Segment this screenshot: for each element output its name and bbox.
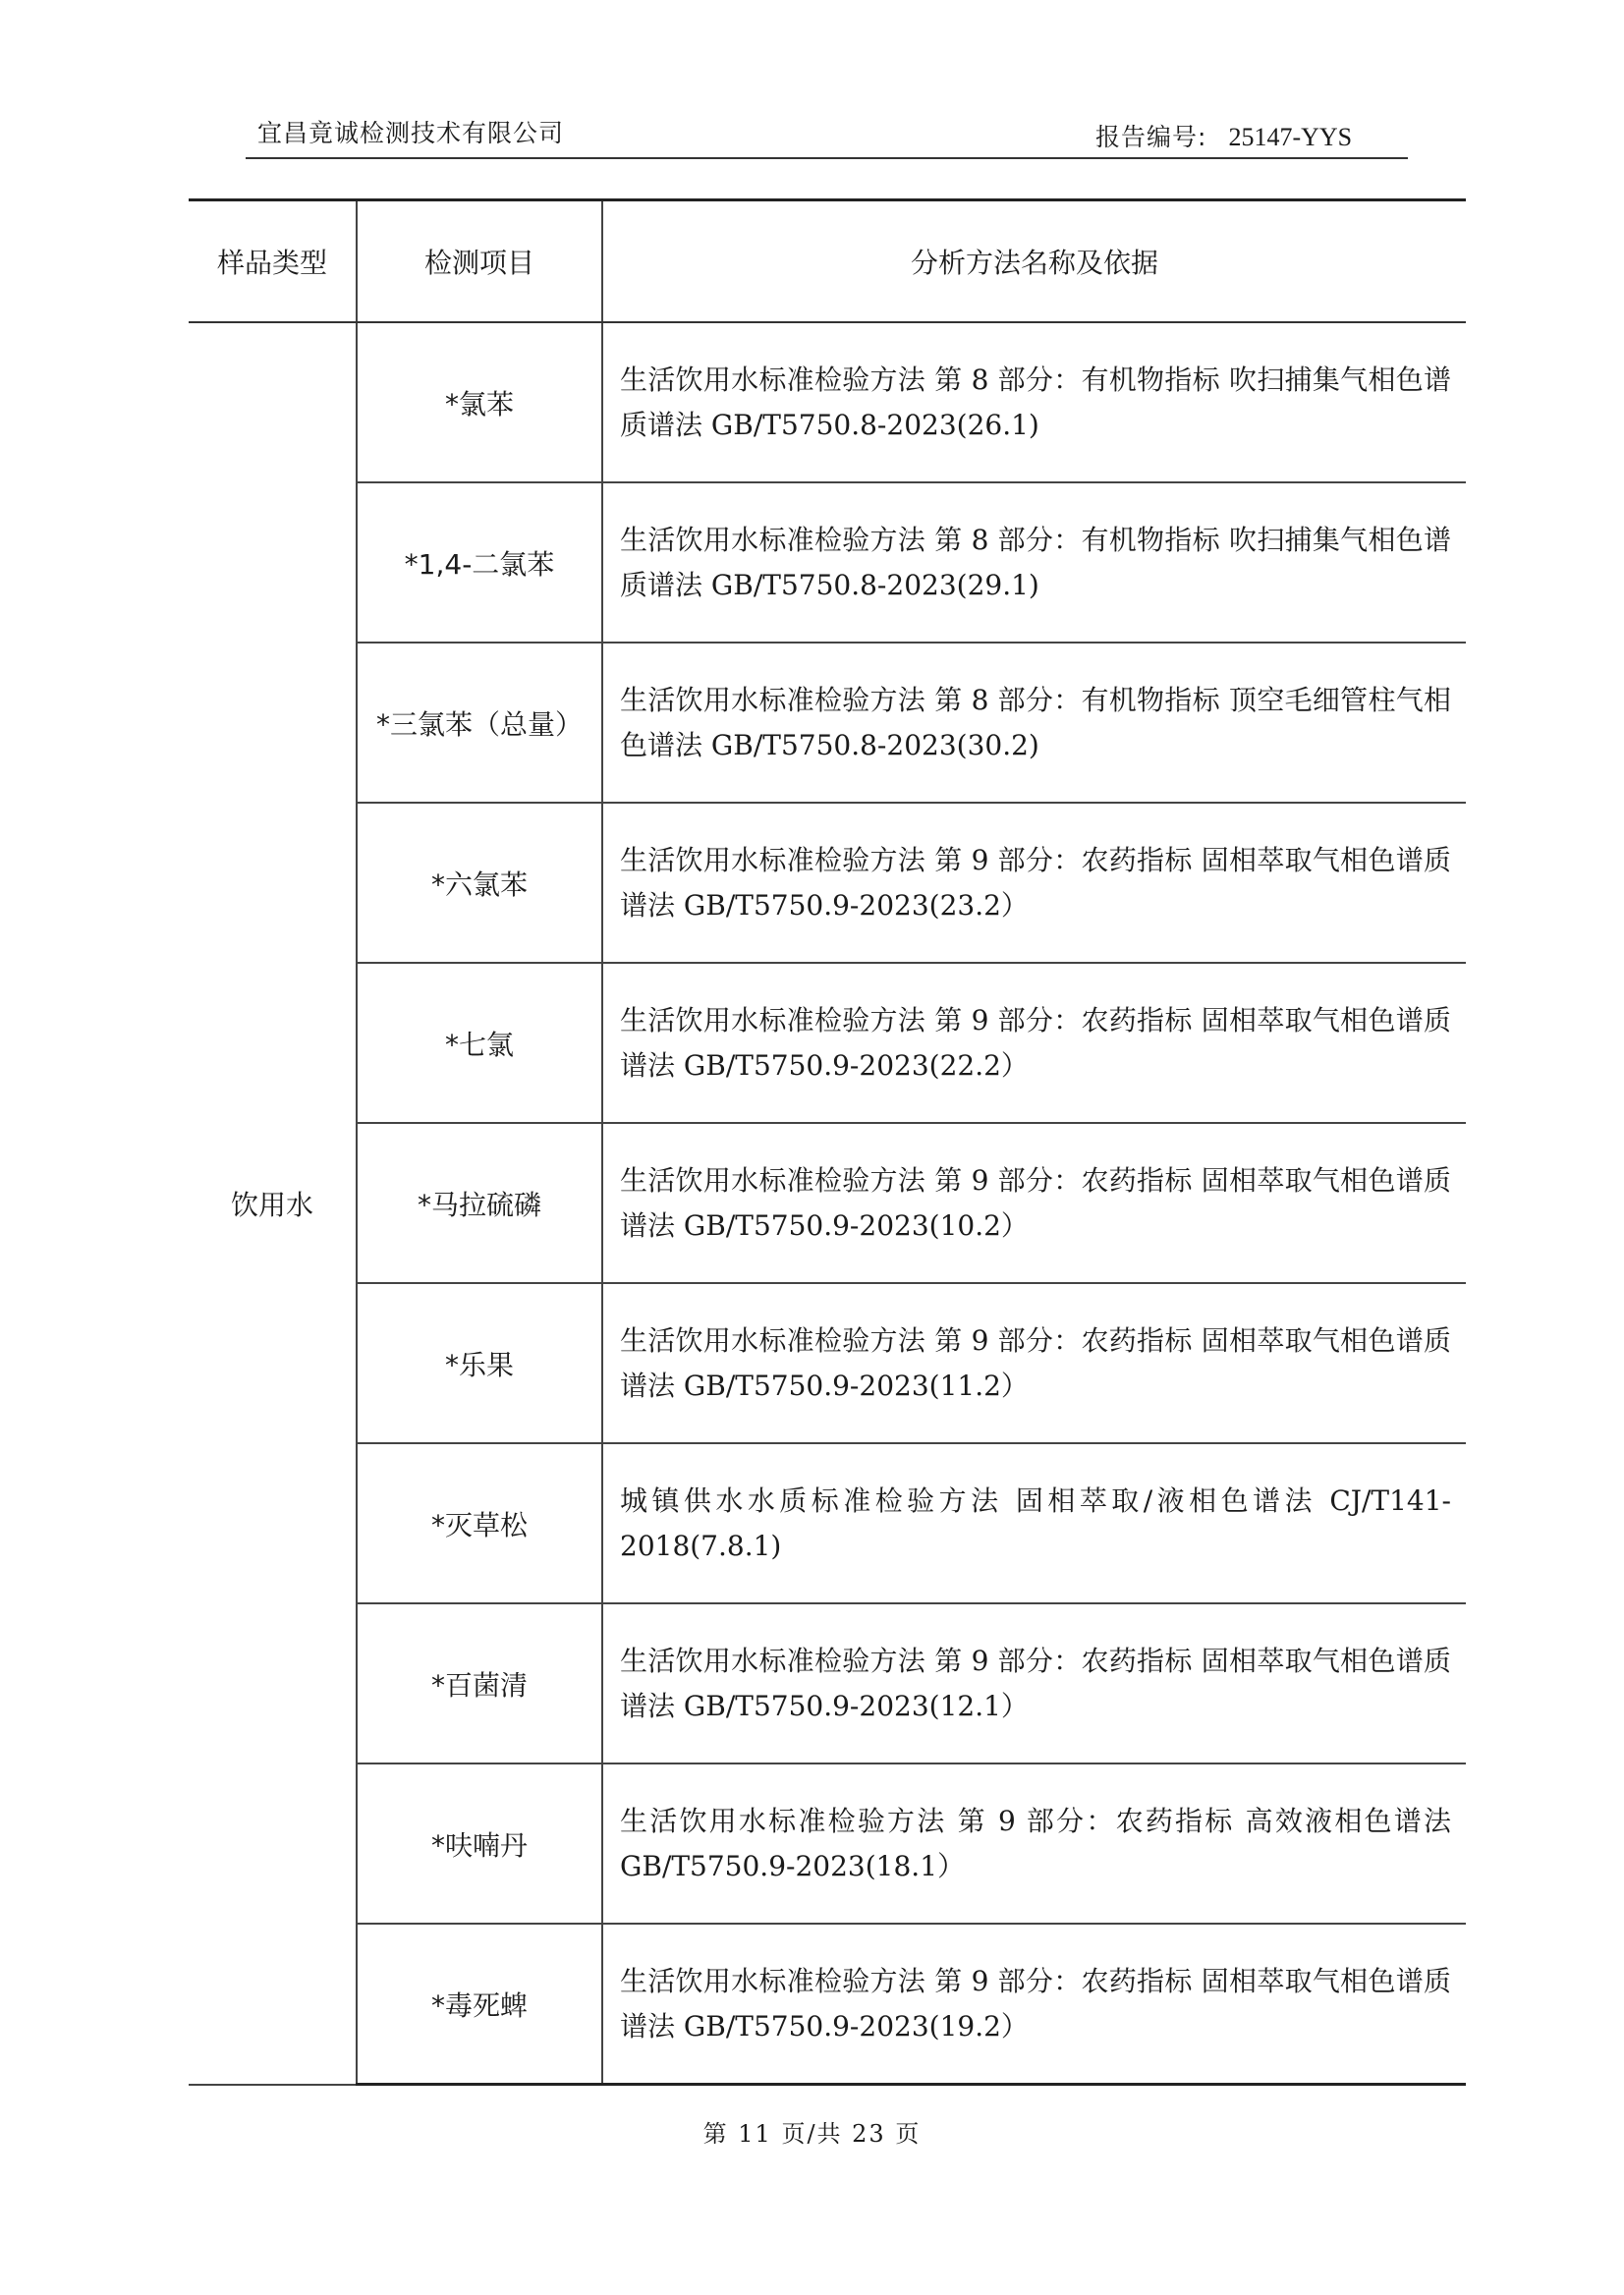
table-row [189, 963, 1466, 1123]
method-cell [602, 803, 1466, 963]
method-text: 生活饮用水标准检验方法 第 9 部分：农药指标 固相萃取气相色谱质谱法 GB/T5750.9-2023(19.2） [620, 1964, 1451, 2043]
test-item-name: *马拉硫磷 [417, 1188, 541, 1221]
method-text: 生活饮用水标准检验方法 第 9 部分：农药指标 高效液相色谱法 GB/T5750.9-2023(18.1） [620, 1804, 1451, 1882]
test-item-name: *毒死蜱 [430, 1988, 528, 2022]
test-item-cell [357, 1443, 602, 1603]
table-row [189, 1763, 1466, 1924]
test-item-cell [357, 1603, 602, 1763]
page-number: 第 11 页/共 23 页 [702, 2120, 922, 2148]
test-item-cell [357, 322, 602, 482]
table-row [189, 803, 1466, 963]
test-item-cell [357, 1924, 602, 2085]
test-item-cell [357, 803, 602, 963]
table-row [189, 322, 1466, 482]
method-text: 生活饮用水标准检验方法 第 9 部分：农药指标 固相萃取气相色谱质谱法 GB/T5750.9-2023(22.2） [620, 1003, 1451, 1082]
method-text: 生活饮用水标准检验方法 第 9 部分：农药指标 固相萃取气相色谱质谱法 GB/T5750.9-2023(10.2） [620, 1163, 1451, 1242]
test-item-name: *六氯苯 [430, 868, 528, 901]
test-item-cell [357, 643, 602, 803]
method-cell [602, 1123, 1466, 1283]
header-divider [246, 157, 1408, 159]
table-row [189, 1123, 1466, 1283]
test-item-name: *氯苯 [444, 387, 514, 420]
test-item-name: *三氯苯（总量） [375, 707, 583, 741]
method-text: 生活饮用水标准检验方法 第 9 部分：农药指标 固相萃取气相色谱质谱法 GB/T5750.9-2023(12.1） [620, 1644, 1451, 1722]
method-text: 生活饮用水标准检验方法 第 8 部分：有机物指标 顶空毛细管柱气相色谱法 GB/T5750.8-2023(30.2) [620, 683, 1451, 761]
method-cell [602, 1603, 1466, 1763]
report-number-block [1095, 118, 1352, 153]
table-row [189, 643, 1466, 803]
method-cell [602, 482, 1466, 643]
test-item-name: *灭草松 [430, 1508, 528, 1541]
table-row [189, 482, 1466, 643]
test-item-cell [357, 1763, 602, 1924]
column-header-sample-type: 样品类型 [189, 200, 357, 323]
method-text: 生活饮用水标准检验方法 第 9 部分：农药指标 固相萃取气相色谱质谱法 GB/T5750.9-2023(11.2） [620, 1323, 1451, 1402]
test-item-name: *呋喃丹 [430, 1828, 528, 1862]
test-item-cell [357, 482, 602, 643]
sample-type-cell: 饮用水 [189, 322, 357, 2085]
report-number: 25147-YYS [1228, 123, 1353, 151]
method-cell [602, 963, 1466, 1123]
test-item-name: *百菌清 [430, 1668, 528, 1702]
method-text: 城镇供水水质标准检验方法 固相萃取/液相色谱法 CJ/T141-2018(7.8.1) [620, 1483, 1451, 1562]
test-item-cell [357, 963, 602, 1123]
method-cell [602, 322, 1466, 482]
report-number-label: 报告编号: [1095, 123, 1207, 151]
method-cell [602, 1763, 1466, 1924]
test-item-name: *七氯 [444, 1028, 514, 1061]
method-table [189, 198, 1466, 2086]
column-header-test-item: 检测项目 [357, 200, 602, 323]
method-cell [602, 1443, 1466, 1603]
table-row [189, 1283, 1466, 1443]
table-header-row [189, 200, 1466, 323]
table-row [189, 1924, 1466, 2085]
test-item-name: *1,4-二氯苯 [404, 547, 555, 581]
method-text: 生活饮用水标准检验方法 第 9 部分：农药指标 固相萃取气相色谱质谱法 GB/T5750.9-2023(23.2） [620, 843, 1451, 922]
method-cell [602, 1283, 1466, 1443]
table-row [189, 1603, 1466, 1763]
test-item-cell [357, 1123, 602, 1283]
method-text: 生活饮用水标准检验方法 第 8 部分：有机物指标 吹扫捕集气相色谱质谱法 GB/T5750.8-2023(26.1) [620, 363, 1451, 441]
company-name: 宜昌竟诚检测技术有限公司 [257, 119, 565, 147]
test-item-name: *乐果 [444, 1348, 514, 1381]
method-text: 生活饮用水标准检验方法 第 8 部分：有机物指标 吹扫捕集气相色谱质谱法 GB/T5750.8-2023(29.1) [620, 523, 1451, 601]
method-cell [602, 1924, 1466, 2085]
column-header-method: 分析方法名称及依据 [602, 200, 1466, 323]
test-item-cell [357, 1283, 602, 1443]
method-cell [602, 643, 1466, 803]
table-row [189, 1443, 1466, 1603]
